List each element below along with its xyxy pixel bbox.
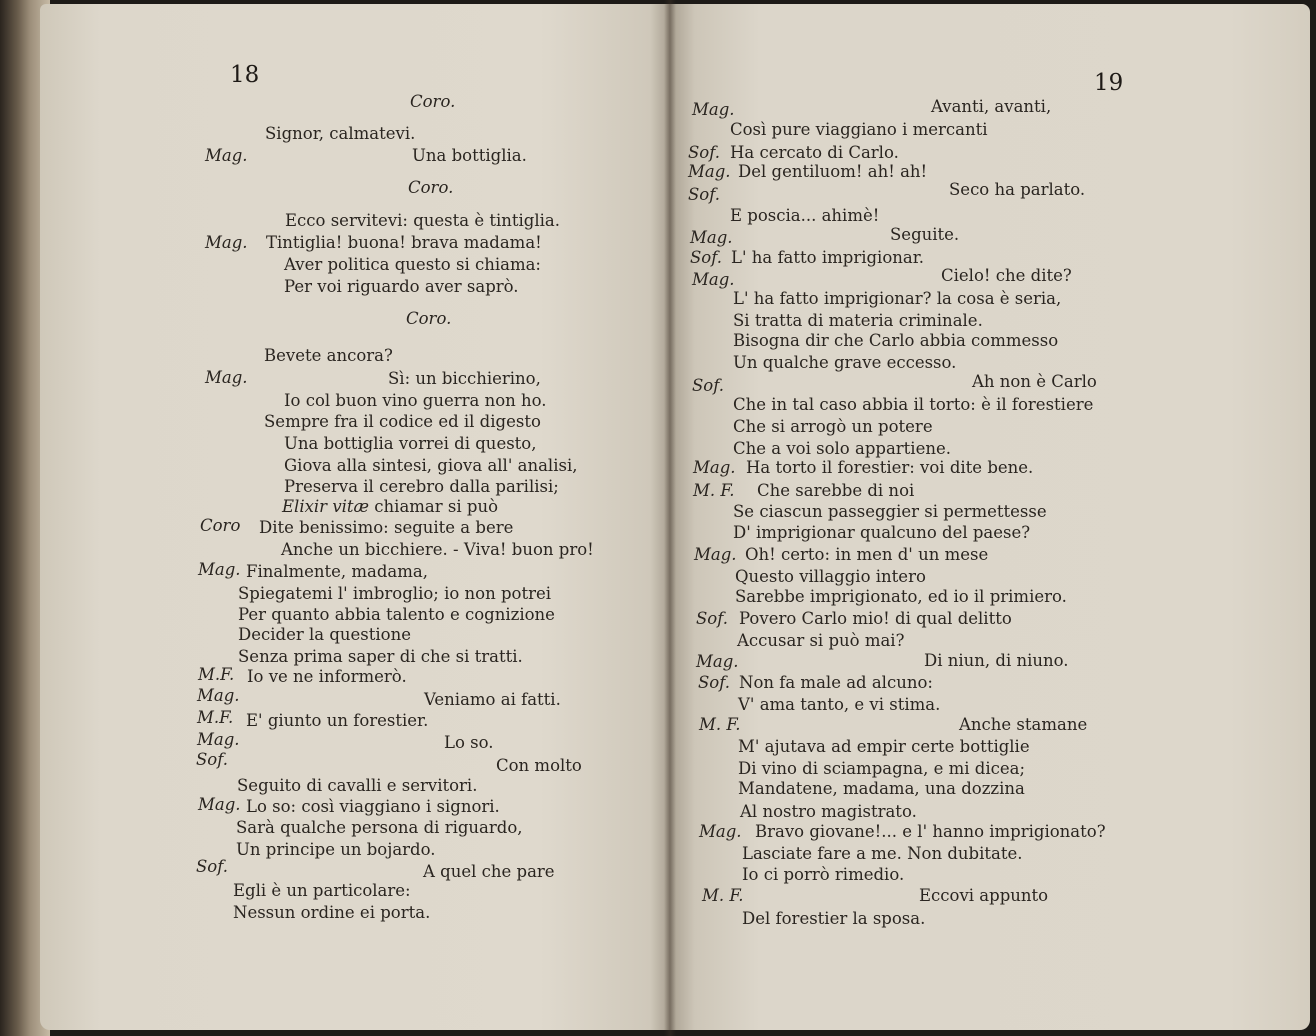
text-line: Io ve ne informerò.: [247, 667, 407, 686]
speaker-label: Sof.: [688, 185, 721, 204]
text-line: Questo villaggio intero: [735, 567, 926, 586]
text-line: Seguito di cavalli e servitori.: [237, 776, 478, 795]
text-line: Giova alla sintesi, giova all' analisi,: [284, 456, 578, 475]
text-line: Non fa male ad alcuno:: [739, 673, 933, 692]
text-line: Coro.: [410, 92, 456, 111]
speaker-label: Mag.: [197, 686, 240, 705]
text-line: M' ajutava ad empir certe bottiglie: [738, 737, 1030, 756]
text-line: Del gentiluom! ah! ah!: [738, 162, 928, 181]
speaker-label: Mag.: [694, 545, 737, 564]
text-line: Che si arrogò un potere: [733, 417, 933, 436]
speaker-label: M. F.: [699, 715, 741, 734]
text-line: Eccovi appunto: [919, 886, 1049, 905]
speaker-label: Coro: [200, 516, 241, 535]
text-line: Sarebbe imprigionato, ed io il primiero.: [735, 587, 1067, 606]
speaker-label: Mag.: [197, 730, 240, 749]
text-line: Che in tal caso abbia il torto: è il forestiere: [733, 395, 1094, 414]
text-line: Signor, calmatevi.: [265, 124, 416, 143]
page-number-right: 19: [1094, 70, 1124, 96]
italic-phrase: Elixir vitæ: [282, 497, 370, 516]
speaker-label: Sof.: [690, 248, 723, 267]
text-line: Sempre fra il codice ed il digesto: [264, 412, 541, 431]
text-line: Aver politica questo si chiama:: [284, 255, 541, 274]
speaker-label: Sof.: [692, 376, 725, 395]
text-line: Ah non è Carlo: [972, 372, 1097, 391]
text-line: Nessun ordine ei porta.: [233, 903, 431, 922]
speaker-label: Mag.: [198, 795, 241, 814]
text-line: Sì: un bicchierino,: [388, 369, 541, 388]
speaker-label: Mag.: [205, 146, 248, 165]
text-line: Io col buon vino guerra non ho.: [284, 391, 547, 410]
text-line: Che a voi solo appartiene.: [733, 439, 951, 458]
speaker-label: M. F.: [702, 886, 744, 905]
text-line: E' giunto un forestier.: [246, 711, 429, 730]
speaker-label: Mag.: [690, 228, 733, 247]
text-line: Si tratta di materia criminale.: [733, 311, 983, 330]
text-line: Seguite.: [890, 225, 960, 244]
text-line: L' ha fatto imprigionar? la cosa è seria,: [733, 289, 1062, 308]
speaker-label: Mag.: [696, 652, 739, 671]
text-line: Al nostro magistrato.: [740, 802, 917, 821]
text-line: V' ama tanto, e vi stima.: [738, 695, 941, 714]
text-line: D' imprigionar qualcuno del paese?: [733, 523, 1031, 542]
text-line: Spiegatemi l' imbroglio; io non potrei: [238, 584, 552, 603]
book-gutter: [664, 0, 676, 1036]
text-line: Di niun, di niuno.: [924, 651, 1069, 670]
speaker-label: Mag.: [205, 233, 248, 252]
text-line: Così pure viaggiano i mercanti: [730, 120, 988, 139]
text-line: Lo so.: [444, 733, 494, 752]
text-line: Anche un bicchiere. - Viva! buon pro!: [281, 540, 594, 559]
text-line: Lasciate fare a me. Non dubitate.: [742, 844, 1023, 863]
text-line: Oh! certo: in men d' un mese: [745, 545, 989, 564]
text-line: Bevete ancora?: [264, 346, 393, 365]
text-line: Mandatene, madama, una dozzina: [738, 779, 1025, 798]
text-line: Del forestier la sposa.: [742, 909, 926, 928]
text-line: Un principe un bojardo.: [236, 840, 436, 859]
text-line: [282, 497, 498, 517]
text-line: Accusar si può mai?: [737, 631, 905, 650]
text-remainder: chiamar si può: [369, 497, 499, 516]
text-line: Io ci porrò rimedio.: [742, 865, 905, 884]
text-line: Egli è un particolare:: [233, 881, 411, 900]
speaker-label: Sof.: [196, 750, 229, 769]
speaker-label: Sof.: [688, 143, 721, 162]
text-line: Ecco servitevi: questa è tintiglia.: [285, 211, 561, 230]
speaker-label: Mag.: [205, 368, 248, 387]
text-line: Di vino di sciampagna, e mi dicea;: [738, 759, 1026, 778]
text-line: E poscia... ahimè!: [730, 206, 880, 225]
text-line: Finalmente, madama,: [246, 562, 428, 581]
text-line: Ha cercato di Carlo.: [730, 143, 899, 162]
text-line: Sarà qualche persona di riguardo,: [236, 818, 523, 837]
text-line: Seco ha parlato.: [949, 180, 1086, 199]
text-line: Bisogna dir che Carlo abbia commesso: [733, 331, 1059, 350]
speaker-label: M.F.: [198, 665, 235, 684]
text-line: L' ha fatto imprigionar.: [731, 248, 925, 267]
speaker-label: Mag.: [693, 458, 736, 477]
text-line: Dite benissimo: seguite a bere: [259, 518, 514, 537]
speaker-label: Mag.: [699, 822, 742, 841]
text-line: Povero Carlo mio! di qual delitto: [739, 609, 1012, 628]
text-line: Per voi riguardo aver saprò.: [284, 277, 519, 296]
text-line: Cielo! che dite?: [941, 266, 1072, 285]
text-line: Veniamo ai fatti.: [424, 690, 561, 709]
text-line: Una bottiglia.: [412, 146, 527, 165]
text-line: Decider la questione: [238, 625, 411, 644]
text-line: Tintiglia! buona! brava madama!: [266, 233, 542, 252]
speaker-label: M.F.: [197, 708, 234, 727]
speaker-label: Sof.: [698, 673, 731, 692]
text-line: Un qualche grave eccesso.: [733, 353, 957, 372]
page-number-left: 18: [230, 62, 260, 88]
text-line: Ha torto il forestier: voi dite bene.: [746, 458, 1034, 477]
text-line: Se ciascun passeggier si permettesse: [733, 502, 1047, 521]
speaker-label: Mag.: [692, 270, 735, 289]
speaker-label: Mag.: [692, 100, 735, 119]
text-line: Avanti, avanti,: [931, 97, 1052, 116]
text-line: Preserva il cerebro dalla parilisi;: [284, 477, 559, 496]
speaker-label: Sof.: [696, 609, 729, 628]
text-line: Coro.: [406, 309, 452, 328]
left-page: [40, 4, 670, 1030]
text-line: Coro.: [408, 178, 454, 197]
speaker-label: M. F.: [693, 481, 735, 500]
text-line: Con molto: [496, 756, 582, 775]
text-line: Bravo giovane!... e l' hanno imprigionato?: [755, 822, 1106, 841]
text-line: Per quanto abbia talento e cognizione: [238, 605, 555, 624]
speaker-label: Mag.: [198, 560, 241, 579]
speaker-label: Mag.: [688, 162, 731, 181]
text-line: Lo so: così viaggiano i signori.: [246, 797, 500, 816]
text-line: Anche stamane: [959, 715, 1088, 734]
text-line: A quel che pare: [423, 862, 555, 881]
speaker-label: Sof.: [196, 857, 229, 876]
text-line: Una bottiglia vorrei di questo,: [284, 434, 537, 453]
text-line: Senza prima saper di che si tratti.: [238, 647, 523, 666]
text-line: Che sarebbe di noi: [757, 481, 915, 500]
